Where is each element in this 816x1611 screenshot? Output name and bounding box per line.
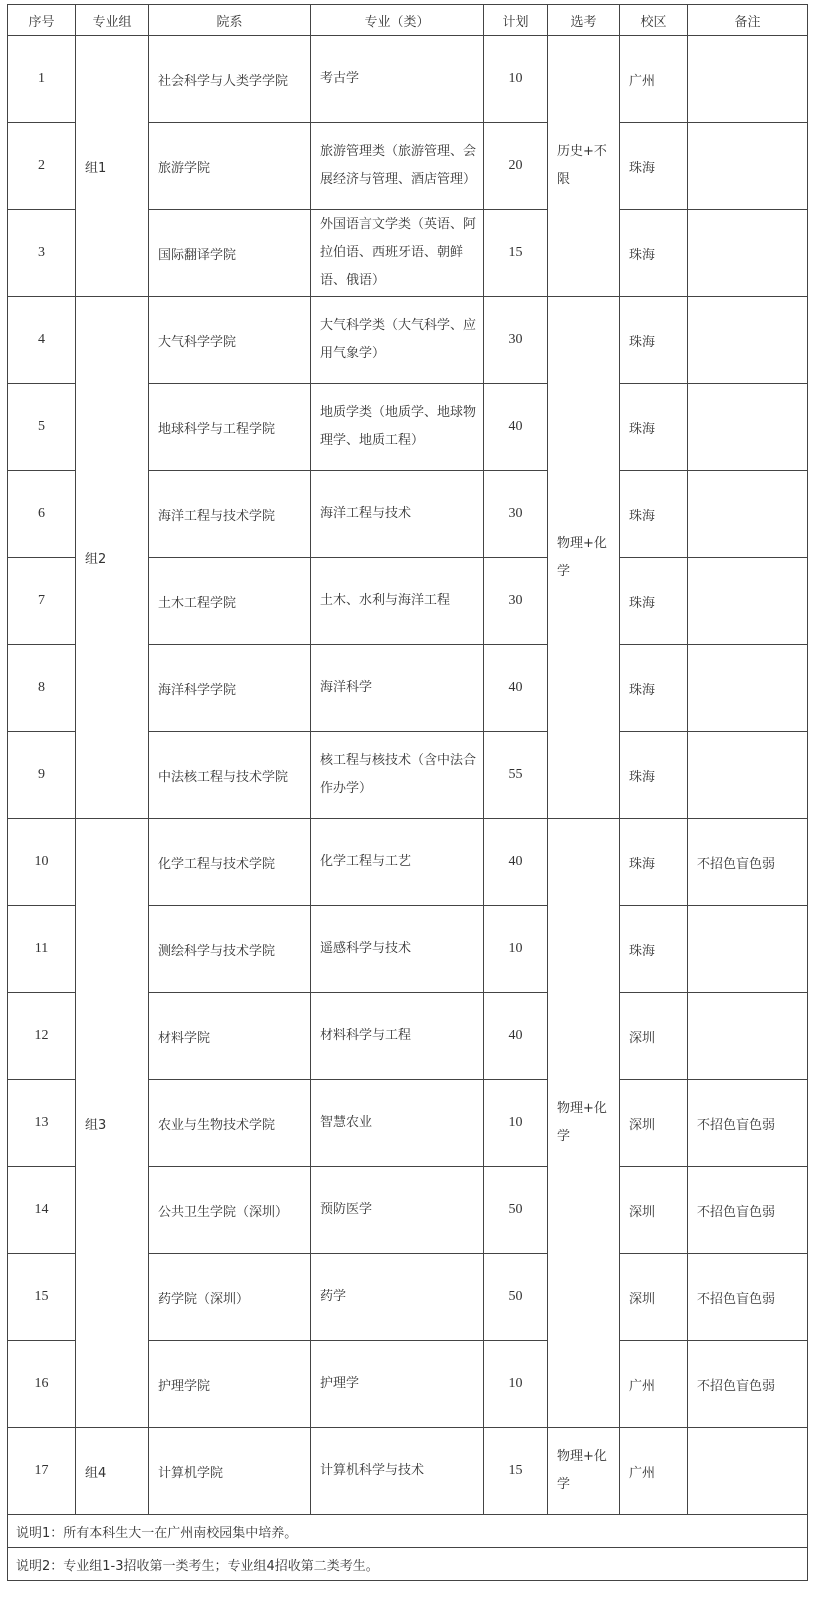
row-number-cell: 14 bbox=[8, 1167, 76, 1254]
row-number-cell: 16 bbox=[8, 1341, 76, 1428]
plan-count-cell: 50 bbox=[484, 1254, 548, 1341]
table-row bbox=[8, 36, 808, 123]
department-cell: 海洋工程与技术学院 bbox=[149, 471, 311, 558]
department-cell: 计算机学院 bbox=[149, 1428, 311, 1515]
plan-count-cell: 30 bbox=[484, 471, 548, 558]
major-cell: 药学 bbox=[311, 1254, 484, 1341]
remark-cell bbox=[688, 210, 808, 297]
campus-cell: 珠海 bbox=[620, 906, 688, 993]
major-cell: 预防医学 bbox=[311, 1167, 484, 1254]
major-cell: 核工程与核技术（含中法合作办学） bbox=[311, 732, 484, 819]
major-cell: 化学工程与工艺 bbox=[311, 819, 484, 906]
remark-cell: 不招色盲色弱 bbox=[688, 1167, 808, 1254]
subject-requirement-cell: 物理+化学 bbox=[548, 819, 620, 1428]
plan-count-cell: 40 bbox=[484, 993, 548, 1080]
department-cell: 公共卫生学院（深圳） bbox=[149, 1167, 311, 1254]
campus-cell: 珠海 bbox=[620, 384, 688, 471]
major-cell: 土木、水利与海洋工程 bbox=[311, 558, 484, 645]
major-cell: 旅游管理类（旅游管理、会展经济与管理、酒店管理） bbox=[311, 123, 484, 210]
row-number-cell: 12 bbox=[8, 993, 76, 1080]
plan-count-cell: 30 bbox=[484, 297, 548, 384]
campus-cell: 广州 bbox=[620, 1428, 688, 1515]
department-cell: 地球科学与工程学院 bbox=[149, 384, 311, 471]
remark-cell bbox=[688, 297, 808, 384]
campus-cell: 珠海 bbox=[620, 123, 688, 210]
department-cell: 药学院（深圳） bbox=[149, 1254, 311, 1341]
row-number-cell: 17 bbox=[8, 1428, 76, 1515]
major-cell: 计算机科学与技术 bbox=[311, 1428, 484, 1515]
campus-cell: 广州 bbox=[620, 1341, 688, 1428]
plan-count-cell: 20 bbox=[484, 123, 548, 210]
header-cell: 序号 bbox=[8, 5, 76, 36]
remark-cell bbox=[688, 993, 808, 1080]
plan-count-cell: 10 bbox=[484, 1080, 548, 1167]
plan-count-cell: 55 bbox=[484, 732, 548, 819]
row-number-cell: 1 bbox=[8, 36, 76, 123]
row-number-cell: 5 bbox=[8, 384, 76, 471]
department-cell: 海洋科学学院 bbox=[149, 645, 311, 732]
campus-cell: 深圳 bbox=[620, 1167, 688, 1254]
major-cell: 材料科学与工程 bbox=[311, 993, 484, 1080]
remark-cell bbox=[688, 558, 808, 645]
row-number-cell: 7 bbox=[8, 558, 76, 645]
table-row bbox=[8, 297, 808, 384]
remark-cell: 不招色盲色弱 bbox=[688, 1080, 808, 1167]
header-cell: 专业组 bbox=[76, 5, 149, 36]
note-cell: 说明1：所有本科生大一在广州南校园集中培养。 bbox=[8, 1515, 808, 1548]
plan-count-cell: 15 bbox=[484, 210, 548, 297]
major-cell: 外国语言文学类（英语、阿拉伯语、西班牙语、朝鲜语、俄语） bbox=[311, 210, 484, 297]
major-group-cell: 组1 bbox=[76, 36, 149, 297]
remark-cell bbox=[688, 906, 808, 993]
major-cell: 考古学 bbox=[311, 36, 484, 123]
major-cell: 大气科学类（大气科学、应用气象学） bbox=[311, 297, 484, 384]
header-cell: 备注 bbox=[688, 5, 808, 36]
note-row bbox=[8, 1548, 808, 1581]
remark-cell bbox=[688, 123, 808, 210]
campus-cell: 珠海 bbox=[620, 297, 688, 384]
remark-cell: 不招色盲色弱 bbox=[688, 819, 808, 906]
campus-cell: 广州 bbox=[620, 36, 688, 123]
department-cell: 化学工程与技术学院 bbox=[149, 819, 311, 906]
header-cell: 选考 bbox=[548, 5, 620, 36]
row-number-cell: 15 bbox=[8, 1254, 76, 1341]
major-cell: 地质学类（地质学、地球物理学、地质工程） bbox=[311, 384, 484, 471]
remark-cell bbox=[688, 1428, 808, 1515]
row-number-cell: 8 bbox=[8, 645, 76, 732]
plan-count-cell: 40 bbox=[484, 384, 548, 471]
plan-count-cell: 50 bbox=[484, 1167, 548, 1254]
header-cell: 校区 bbox=[620, 5, 688, 36]
department-cell: 土木工程学院 bbox=[149, 558, 311, 645]
department-cell: 护理学院 bbox=[149, 1341, 311, 1428]
subject-requirement-cell: 物理+化学 bbox=[548, 1428, 620, 1515]
major-cell: 海洋工程与技术 bbox=[311, 471, 484, 558]
row-number-cell: 13 bbox=[8, 1080, 76, 1167]
row-number-cell: 9 bbox=[8, 732, 76, 819]
admission-plan-table bbox=[7, 4, 808, 1581]
campus-cell: 珠海 bbox=[620, 471, 688, 558]
department-cell: 农业与生物技术学院 bbox=[149, 1080, 311, 1167]
remark-cell bbox=[688, 384, 808, 471]
row-number-cell: 4 bbox=[8, 297, 76, 384]
major-cell: 海洋科学 bbox=[311, 645, 484, 732]
department-cell: 国际翻译学院 bbox=[149, 210, 311, 297]
major-cell: 护理学 bbox=[311, 1341, 484, 1428]
campus-cell: 深圳 bbox=[620, 1080, 688, 1167]
table-header-row bbox=[8, 5, 808, 36]
plan-count-cell: 10 bbox=[484, 1341, 548, 1428]
campus-cell: 珠海 bbox=[620, 819, 688, 906]
plan-count-cell: 10 bbox=[484, 36, 548, 123]
row-number-cell: 10 bbox=[8, 819, 76, 906]
note-row bbox=[8, 1515, 808, 1548]
campus-cell: 珠海 bbox=[620, 210, 688, 297]
major-group-cell: 组4 bbox=[76, 1428, 149, 1515]
plan-count-cell: 30 bbox=[484, 558, 548, 645]
department-cell: 材料学院 bbox=[149, 993, 311, 1080]
plan-count-cell: 15 bbox=[484, 1428, 548, 1515]
plan-count-cell: 40 bbox=[484, 819, 548, 906]
remark-cell: 不招色盲色弱 bbox=[688, 1341, 808, 1428]
table-row bbox=[8, 1428, 808, 1515]
row-number-cell: 6 bbox=[8, 471, 76, 558]
major-cell: 遥感科学与技术 bbox=[311, 906, 484, 993]
department-cell: 大气科学学院 bbox=[149, 297, 311, 384]
subject-requirement-cell: 物理+化学 bbox=[548, 297, 620, 819]
campus-cell: 深圳 bbox=[620, 993, 688, 1080]
table-row bbox=[8, 819, 808, 906]
note-cell: 说明2：专业组1-3招收第一类考生；专业组4招收第二类考生。 bbox=[8, 1548, 808, 1581]
department-cell: 社会科学与人类学学院 bbox=[149, 36, 311, 123]
major-group-cell: 组3 bbox=[76, 819, 149, 1428]
remark-cell bbox=[688, 645, 808, 732]
department-cell: 中法核工程与技术学院 bbox=[149, 732, 311, 819]
campus-cell: 深圳 bbox=[620, 1254, 688, 1341]
major-group-cell: 组2 bbox=[76, 297, 149, 819]
campus-cell: 珠海 bbox=[620, 732, 688, 819]
header-cell: 院系 bbox=[149, 5, 311, 36]
remark-cell bbox=[688, 471, 808, 558]
remark-cell bbox=[688, 732, 808, 819]
plan-count-cell: 40 bbox=[484, 645, 548, 732]
major-cell: 智慧农业 bbox=[311, 1080, 484, 1167]
remark-cell: 不招色盲色弱 bbox=[688, 1254, 808, 1341]
department-cell: 测绘科学与技术学院 bbox=[149, 906, 311, 993]
department-cell: 旅游学院 bbox=[149, 123, 311, 210]
row-number-cell: 11 bbox=[8, 906, 76, 993]
row-number-cell: 3 bbox=[8, 210, 76, 297]
remark-cell bbox=[688, 36, 808, 123]
campus-cell: 珠海 bbox=[620, 558, 688, 645]
plan-count-cell: 10 bbox=[484, 906, 548, 993]
header-cell: 计划 bbox=[484, 5, 548, 36]
row-number-cell: 2 bbox=[8, 123, 76, 210]
header-cell: 专业（类） bbox=[311, 5, 484, 36]
subject-requirement-cell: 历史+不限 bbox=[548, 36, 620, 297]
campus-cell: 珠海 bbox=[620, 645, 688, 732]
